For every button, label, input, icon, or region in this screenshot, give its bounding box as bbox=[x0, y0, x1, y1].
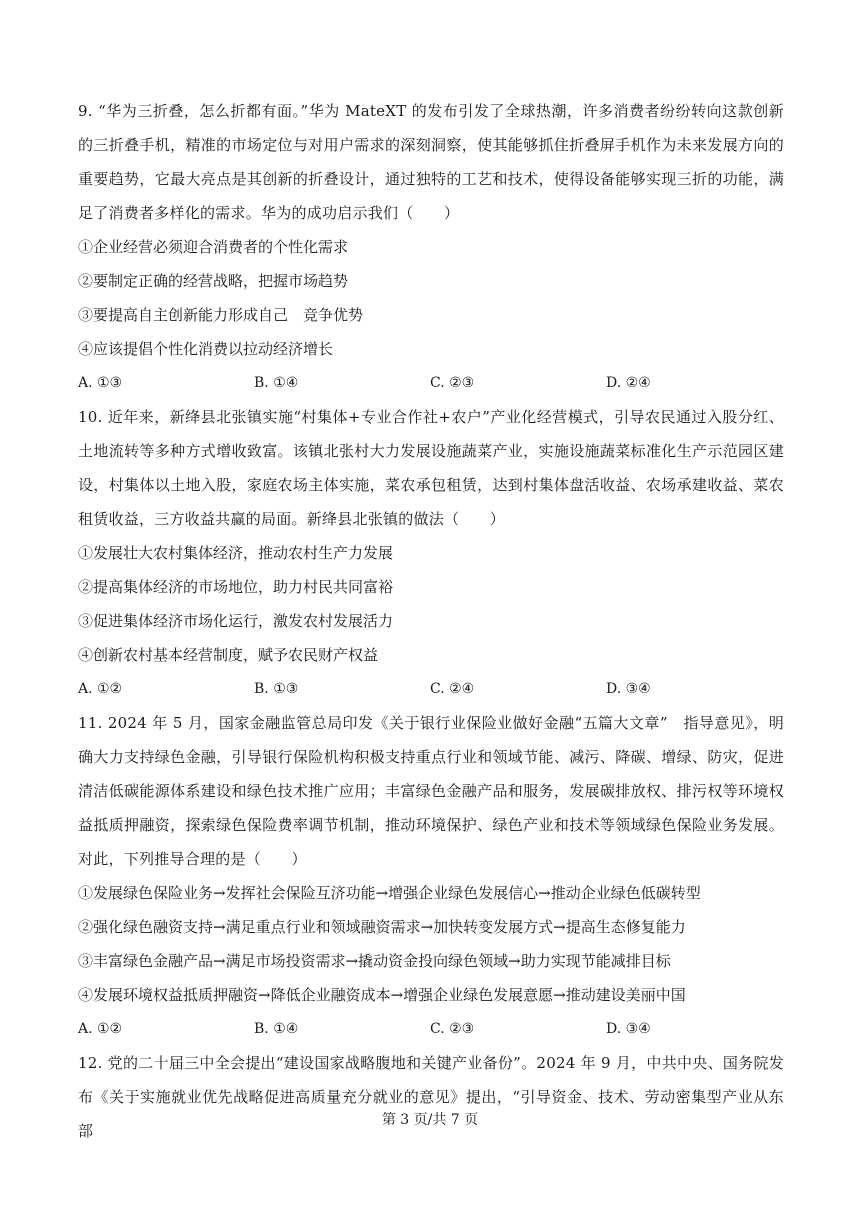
question-12 bbox=[78, 1046, 784, 1148]
option-item: ①企业经营必须迎合消费者的个性化需求 bbox=[78, 238, 349, 256]
option-item: ②提高集体经济的市场地位，助力村民共同富裕 bbox=[78, 578, 394, 596]
choice-a: A. ①② bbox=[78, 1021, 123, 1037]
answer-choices bbox=[78, 366, 784, 400]
page-content bbox=[78, 94, 784, 1148]
answer-choices bbox=[78, 672, 784, 706]
page-footer: 第 3 页/共 7 页 bbox=[381, 1112, 479, 1128]
option-item: ④发展环境权益抵质押融资→降低企业融资成本→增强企业绿色发展意愿→推动建设美丽中国 bbox=[78, 986, 686, 1004]
choice-c: C. ②④ bbox=[430, 681, 475, 697]
option-item: ④应该提倡个性化消费以拉动经济增长 bbox=[78, 340, 334, 358]
option-item: ④创新农村基本经营制度，赋予农民财产权益 bbox=[78, 646, 379, 664]
choice-b: B. ①③ bbox=[254, 681, 299, 697]
question-stem: 11. 2024 年 5 月，国家金融监管总局印发《关于银行业保险业做好金融“五篇大文章” 指导意见》，明确大力支持绿色金融，引导银行保险机构积极支持重点行业和领域节能、减污、降碳、增绿、防灾，促进清洁低碳能源体系建设和绿色技术推广应用；丰富绿色金融产品和服务，发展碳排放权、排污权等环境权益抵质押融资，探索绿色保险费率调节机制，推动环境保护、绿色产业和技术等领域绿色保险业务发展。对此，下列推导合理的是（ ） bbox=[78, 714, 784, 868]
question-stem: 12. 党的二十届三中全会提出“建设国家战略腹地和关键产业备份”。2024 年 9 月，中共中央、国务院发布《关于实施就业优先战略促进高质量充分就业的意见》提出，“引导资金、技术、劳动密集型产业从东部 bbox=[78, 1054, 784, 1140]
question-9 bbox=[78, 94, 784, 400]
answer-choices bbox=[78, 1012, 784, 1046]
question-stem: 10. 近年来，新绛县北张镇实施“村集体+专业合作社+农户”产业化经营模式，引导农民通过入股分红、土地流转等多种方式增收致富。该镇北张村大力发展设施蔬菜产业，实施设施蔬菜标准化生产示范园区建设，村集体以土地入股，家庭农场主体实施，菜农承包租赁，达到村集体盘活收益、农场承建收益、菜农租赁收益，三方收益共赢的局面。新绛县北张镇的做法（ ） bbox=[78, 408, 784, 528]
option-item: ③促进集体经济市场化运行，激发农村发展活力 bbox=[78, 612, 394, 630]
option-item: ③要提高自主创新能力形成自己 竞争优势 bbox=[78, 306, 364, 324]
option-item: ②要制定正确的经营战略，把握市场趋势 bbox=[78, 272, 349, 290]
option-item: ①发展壮大农村集体经济，推动农村生产力发展 bbox=[78, 544, 394, 562]
choice-c: C. ②③ bbox=[430, 375, 475, 391]
choice-b: B. ①④ bbox=[254, 1021, 299, 1037]
choice-a: A. ①③ bbox=[78, 375, 123, 391]
choice-a: A. ①② bbox=[78, 681, 123, 697]
option-item: ②强化绿色融资支持→满足重点行业和领域融资需求→加快转变发展方式→提高生态修复能力 bbox=[78, 918, 686, 936]
choice-d: D. ②④ bbox=[606, 375, 651, 391]
option-item: ①发展绿色保险业务→发挥社会保险互济功能→增强企业绿色发展信心→推动企业绿色低碳转型 bbox=[78, 884, 701, 902]
option-item: ③丰富绿色金融产品→满足市场投资需求→撬动资金投向绿色领域→助力实现节能减排目标 bbox=[78, 952, 671, 970]
question-10 bbox=[78, 400, 784, 706]
question-stem: 9. “华为三折叠，怎么折都有面。”华为 MateXT 的发布引发了全球热潮，许多消费者纷纷转向这款创新的三折叠手机，精准的市场定位与对用户需求的深刻洞察，使其能够抓住折叠屏手机作为未来发展方向的重要趋势，它最大亮点是其创新的折叠设计，通过独特的工艺和技术，使得设备能够实现三折的功能，满足了消费者多样化的需求。华为的成功启示我们（ ） bbox=[78, 102, 784, 222]
choice-d: D. ③④ bbox=[606, 681, 651, 697]
choice-c: C. ②③ bbox=[430, 1021, 475, 1037]
choice-b: B. ①④ bbox=[254, 375, 299, 391]
question-11 bbox=[78, 706, 784, 1046]
choice-d: D. ③④ bbox=[606, 1021, 651, 1037]
